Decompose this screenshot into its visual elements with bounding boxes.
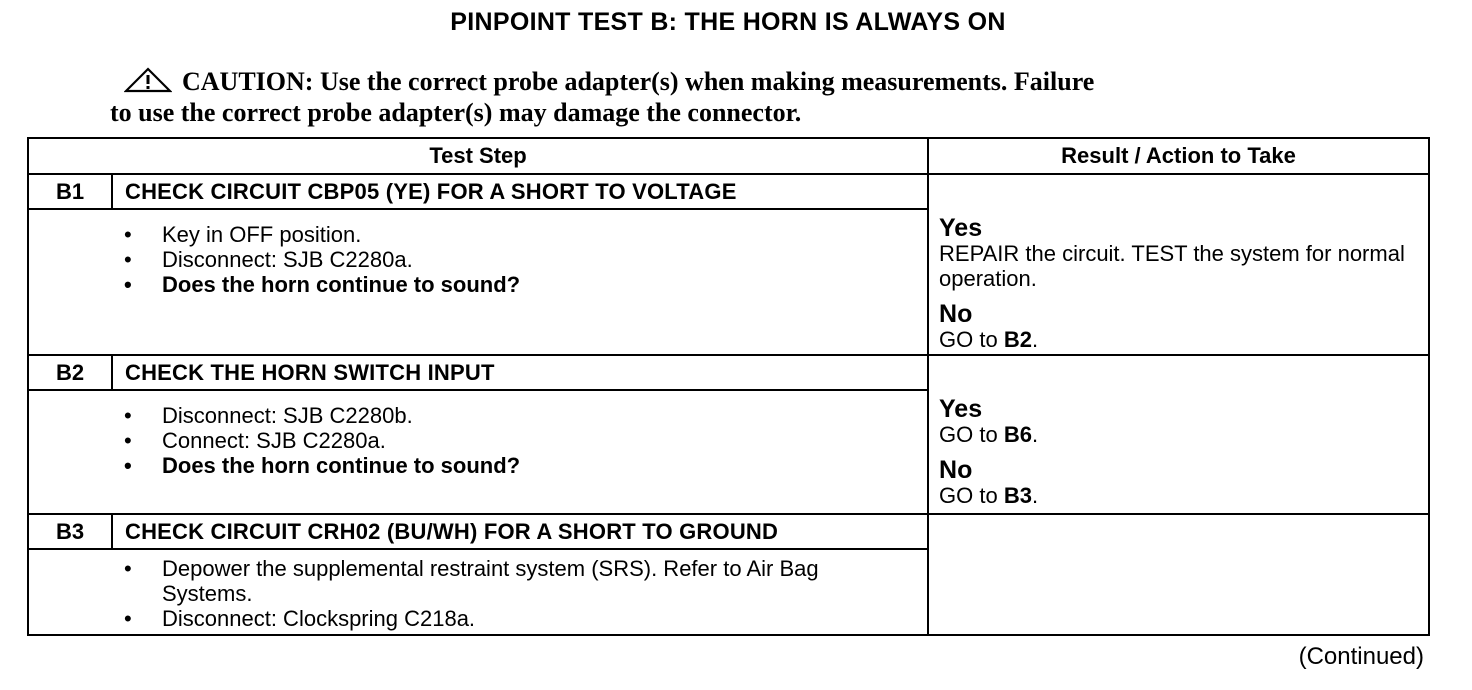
step-link-b2: B2 — [1003, 327, 1032, 352]
step-heading: CHECK CIRCUIT CRH02 (BU/WH) FOR A SHORT TO GROUND — [112, 514, 928, 549]
yes-action: REPAIR the circuit. TEST the system for normal operation. — [939, 241, 1405, 291]
pinpoint-test-table — [27, 137, 1430, 636]
page-title: PINPOINT TEST B: THE HORN IS ALWAYS ON — [450, 8, 1006, 36]
step-result — [928, 174, 1429, 355]
bullet-question: • Does the horn continue to sound? — [112, 453, 927, 478]
bullet-item: • Depower the supplemental restraint system (SRS). Refer to Air Bag Systems. — [112, 556, 927, 606]
step-number: B2 — [28, 355, 112, 390]
caution-note — [110, 66, 1330, 128]
step-result — [928, 355, 1429, 514]
header-test-step: Test Step — [28, 138, 928, 174]
step-number: B1 — [28, 174, 112, 209]
yes-label: Yes — [939, 395, 983, 423]
step-heading: CHECK THE HORN SWITCH INPUT — [112, 355, 928, 390]
no-action: GO to B3. — [939, 483, 1039, 508]
header-result-action: Result / Action to Take — [928, 138, 1429, 174]
warning-triangle-icon — [124, 67, 172, 93]
step-bullets — [112, 390, 928, 514]
caution-text-1: Use the correct probe adapter(s) when making measurements. Failure — [319, 67, 1095, 96]
no-label: No — [939, 300, 973, 328]
bullet-item: • Disconnect: Clockspring C218a. — [112, 606, 927, 631]
no-label: No — [939, 456, 973, 484]
bullet-item: • Key in OFF position. — [112, 222, 927, 247]
bullet-item: • Connect: SJB C2280a. — [112, 428, 927, 453]
bullet-item: • Disconnect: SJB C2280a. — [112, 247, 927, 272]
step-link-b3: B3 — [1003, 483, 1032, 508]
no-action: GO to B2. — [939, 327, 1039, 352]
step-result — [928, 514, 1429, 635]
step-heading: CHECK CIRCUIT CBP05 (YE) FOR A SHORT TO VOLTAGE — [112, 174, 928, 209]
yes-label: Yes — [939, 214, 983, 242]
step-number: B3 — [28, 514, 112, 549]
continued-note: (Continued) — [1298, 643, 1424, 670]
step-bullets — [112, 549, 928, 635]
yes-action: GO to B6. — [939, 422, 1039, 447]
bullet-question: • Does the horn continue to sound? — [112, 272, 927, 297]
caution-text-2: to use the correct probe adapter(s) may damage the connector. — [110, 98, 802, 127]
caution-label: CAUTION: — [182, 67, 314, 96]
bullet-item: • Disconnect: SJB C2280b. — [112, 403, 927, 428]
step-link-b6: B6 — [1003, 422, 1032, 447]
step-bullets — [112, 209, 928, 355]
